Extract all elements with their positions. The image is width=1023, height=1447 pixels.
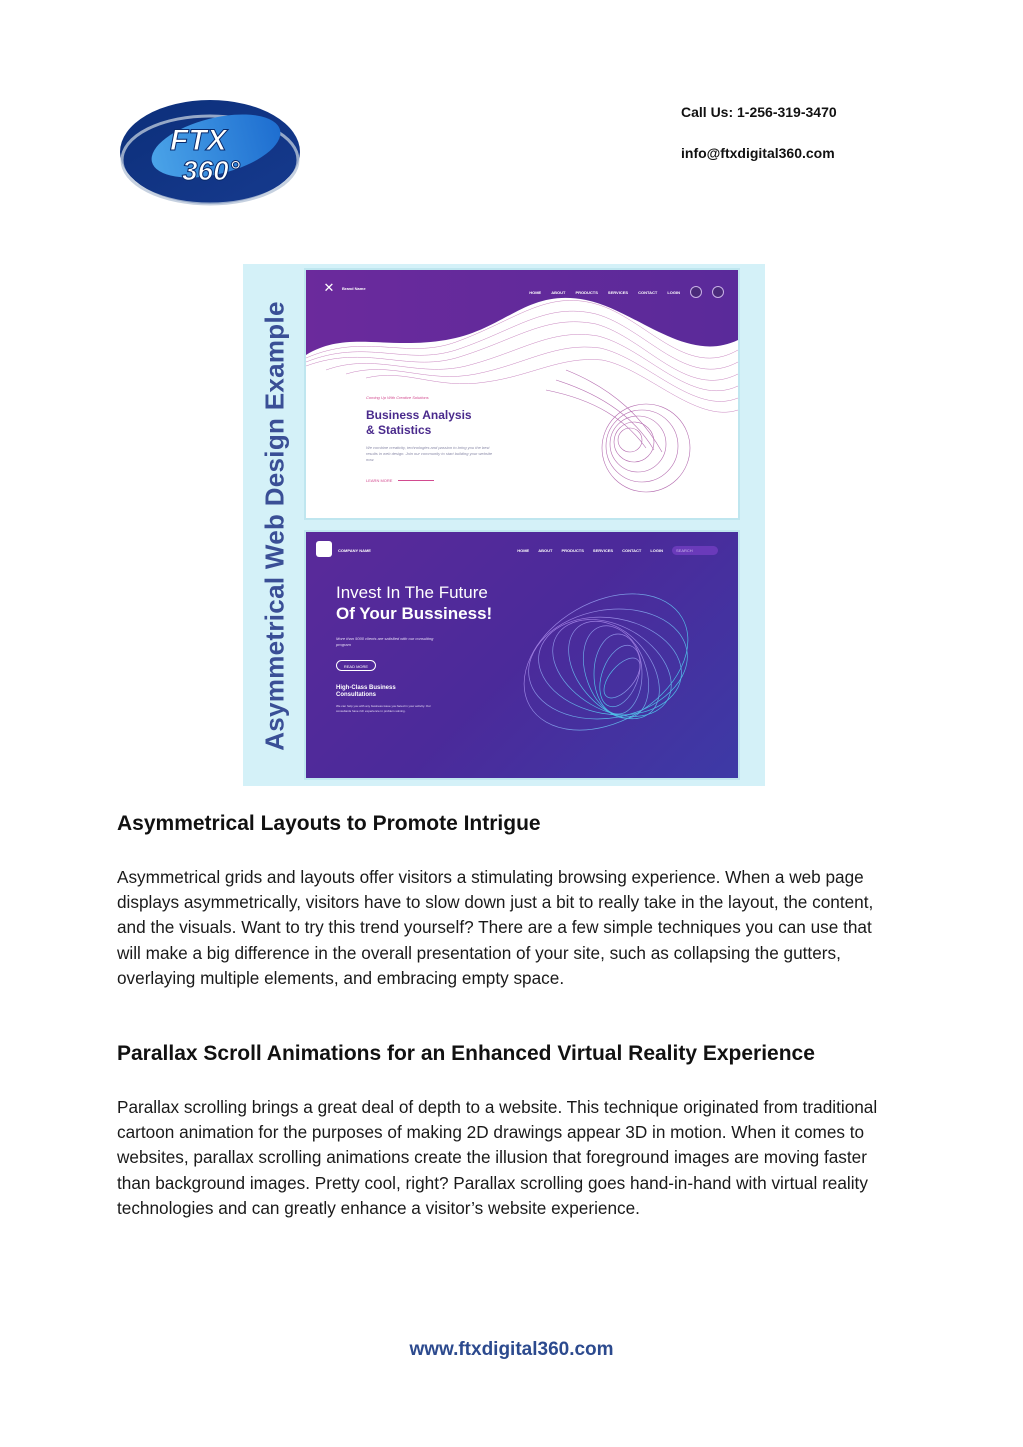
mockup-company-name: COMPANY NAME <box>338 548 371 553</box>
mockup-read-more-button: READ MORE <box>336 660 376 671</box>
mockup-subtext: More than 5000 clients are satisfied with our consulting program <box>336 636 434 647</box>
mockup-bottom-nav <box>517 546 718 555</box>
mockup-search-pill: SEARCH <box>672 546 718 555</box>
mockup-nav-contact: CONTACT <box>638 289 658 295</box>
mockup-feature-text: We can help you with any business issue you faced in your activity. Our consultants have rich experience in problem solving. <box>336 704 431 713</box>
company-bulb-icon <box>316 541 332 557</box>
hero-vertical-title: Asymmetrical Web Design Example <box>259 301 290 751</box>
mockup-headline-line2: & Statistics <box>366 423 432 437</box>
brand-x-icon: ✕ <box>323 280 335 295</box>
email-address[interactable]: info@ftxdigital360.com <box>681 145 835 161</box>
mockup-bottom-panel <box>306 532 738 778</box>
mockup-kicker: Coming Up With Creative Solutions <box>366 395 429 400</box>
mockup-top-nav <box>529 286 724 298</box>
section-heading-asymmetrical: Asymmetrical Layouts to Promote Intrigue <box>117 812 541 835</box>
mockup-nav-login: LOGIN <box>667 289 680 295</box>
phone-number: Call Us: 1-256-319-3470 <box>681 104 837 120</box>
mockup-feature-title: High-Class Business Consultations <box>336 685 396 698</box>
ftx360-logo <box>118 100 302 206</box>
mockup-brand-name: Brand Name <box>342 286 366 291</box>
section-body-asymmetrical: Asymmetrical grids and layouts offer visitors a stimulating browsing experience. When a web page displays asymmetrically, visitors have to slow down just a bit to really take in the layout, the content, and the visuals. Want to try this trend yourself? There are a few simple techniques you can use that will make a big difference in the overall presentation of your site, such as collapsing the gutters, overlaying multiple elements, and embracing empty space. <box>117 867 874 988</box>
mockup-invest-line1: Invest In The Future <box>336 583 488 602</box>
section-heading-parallax: Parallax Scroll Animations for an Enhanced Virtual Reality Experience <box>117 1042 815 1065</box>
mockup-learn-more: LEARN MORE <box>366 478 393 483</box>
mockup-nav-products: PRODUCTS <box>575 289 598 295</box>
mockup-nav-services: SERVICES <box>607 289 629 295</box>
svg-text:FTX: FTX <box>170 124 227 157</box>
mockup-bnav-products: PRODUCTS <box>561 548 584 553</box>
footer-website-link[interactable]: www.ftxdigital360.com <box>409 1339 614 1360</box>
contact-info <box>681 104 837 165</box>
mockup-bnav-contact: CONTACT <box>622 548 642 553</box>
mockup-nav-about: ABOUT <box>551 289 566 295</box>
spiral-graphic <box>306 532 738 778</box>
mockup-top-panel <box>306 270 738 518</box>
mockup-invest-line2: Of Your Bussiness! <box>336 604 493 623</box>
svg-text:360°: 360° <box>182 155 240 186</box>
mockup-headline <box>366 408 472 438</box>
mockup-bnav-login: LOGIN <box>650 548 663 553</box>
mockup-headline-line1: Business Analysis <box>366 408 472 422</box>
mockup-bnav-services: SERVICES <box>592 548 614 553</box>
section-body-parallax: Parallax scrolling brings a great deal of depth to a website. This technique originated from traditional cartoon animation for the purposes of making 2D drawings appear 3D in motion. When it comes to websites, parallax scrolling animations create the illusion that foreground images are moving faster than background images. Pretty cool, right? Parallax scrolling goes hand-in-hand with virtual reality technologies and can greatly enhance a visitor’s website experience. <box>117 1097 878 1218</box>
mockup-nav-home: HOME <box>529 289 542 295</box>
mockup-blurb: We combine creativity, technologies and passion to bring you the best results in web design. Join our community to start building your website now. <box>366 445 493 462</box>
mockup-arrow-line <box>398 480 434 481</box>
mockup-bnav-about: ABOUT <box>538 548 553 553</box>
mockup-menu-icon <box>712 286 724 298</box>
hero-vertical-title-wrap <box>253 264 297 786</box>
hero-illustration <box>243 264 765 786</box>
mockup-search-icon <box>690 286 702 298</box>
mockup-bnav-home: HOME <box>517 548 530 553</box>
